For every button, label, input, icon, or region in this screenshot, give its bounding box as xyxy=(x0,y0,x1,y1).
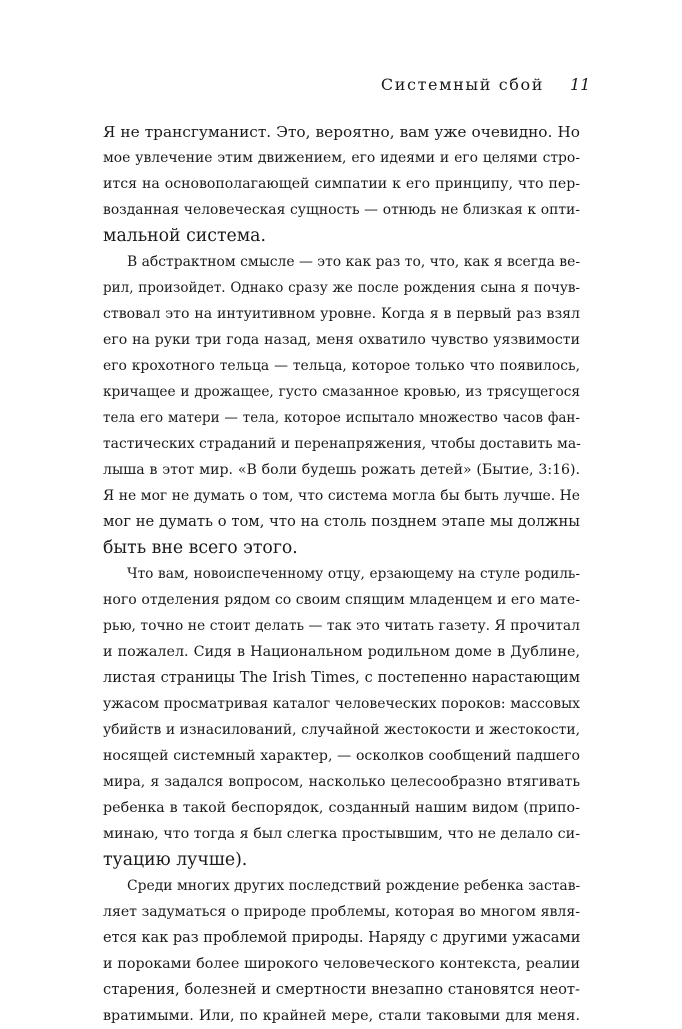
text-line: и пороками более широкого человеческого контекста, реалии xyxy=(103,956,580,972)
text-line: его на руки три года назад, меня охватило чувство уязвимости xyxy=(103,332,580,348)
text-line: старения, болезней и смертности внезапно становятся неот- xyxy=(103,981,580,998)
text-line: носящей системный характер, — осколков сообщений падшего xyxy=(103,748,580,764)
text-line: мог не думать о том, что на столь позднем этапе мы должны xyxy=(103,513,580,530)
text-line: вратимыми. Или, по крайней мере, стали таковыми для меня. xyxy=(103,1008,580,1024)
text-line: ется как раз проблемой природы. Наряду с другими ужасами xyxy=(103,930,581,946)
text-line: убийств и изнасилований, случайной жестокости и жестокости, xyxy=(103,722,580,738)
text-line: ребенка в такой беспорядок, созданный нашим видом (припо- xyxy=(103,800,580,816)
text-line: ного отделения рядом со своим спящим младенцем и его мате- xyxy=(103,592,580,608)
chapter-title: Системный сбой xyxy=(380,75,544,94)
text-line: рью, точно не стоит делать — так это читать газету. Я прочитал xyxy=(103,618,580,634)
text-line: ствовал это на интуитивном уровне. Когда я в первый раз взял xyxy=(103,306,580,322)
text-line: ится на основополагающей симпатии к его принципу, что пер- xyxy=(103,176,580,192)
text-line: кричащее и дрожащее, густо смазанное кровью, из трясущегося xyxy=(103,384,580,400)
text-line: и пожалел. Сидя в Национальном родильном доме в Дублине, xyxy=(103,644,580,660)
text-line: лыша в этот мир. «В боли будешь рожать детей» (Бытие, 3:16). xyxy=(103,462,580,478)
text-line: листая страницы The Irish Times, с постепенно нарастающим xyxy=(103,670,580,686)
text-line: тастических страданий и перенапряжения, чтобы доставить ма- xyxy=(103,436,581,452)
text-line: возданная человеческая сущность — отнюдь не близкая к опти- xyxy=(103,202,580,218)
page-number: 11 xyxy=(570,75,591,94)
text-line: Что вам, новоиспеченному отцу, ерзающему на стуле родиль- xyxy=(127,566,580,582)
text-line: мальной система. xyxy=(103,226,266,246)
text-line: ляет задуматься о природе проблемы, которая во многом явля- xyxy=(103,904,580,920)
text-line: Я не мог не думать о том, что система могла бы быть лучше. Не xyxy=(103,488,580,504)
text-line: рил, произойдет. Однако сразу же после рождения сына я почув- xyxy=(103,280,580,296)
text-line: мира, я задался вопросом, насколько целесообразно втягивать xyxy=(103,774,580,790)
text-line: Среди многих других последствий рождение ребенка застав- xyxy=(127,878,581,894)
text-line: туацию лучше). xyxy=(103,850,248,870)
text-line: тела его матери — тела, которое испытало множество часов фан- xyxy=(103,410,580,426)
text-line: В абстрактном смысле — это как раз то, что, как я всегда ве- xyxy=(127,254,581,270)
text-line: мое увлечение этим движением, его идеями и его целями стро- xyxy=(103,150,580,166)
text-line: минаю, что тогда я был слегка простывшим, что не делало си- xyxy=(103,826,581,842)
running-head xyxy=(0,75,682,99)
text-line: его крохотного тельца — тельца, которое только что появилось, xyxy=(103,358,580,374)
text-line: быть вне всего этого. xyxy=(103,538,298,558)
text-line: ужасом просматривая каталог человеческих пороков: массовых xyxy=(103,696,580,712)
text-line: Я не трансгуманист. Это, вероятно, вам уже очевидно. Но xyxy=(103,123,580,141)
